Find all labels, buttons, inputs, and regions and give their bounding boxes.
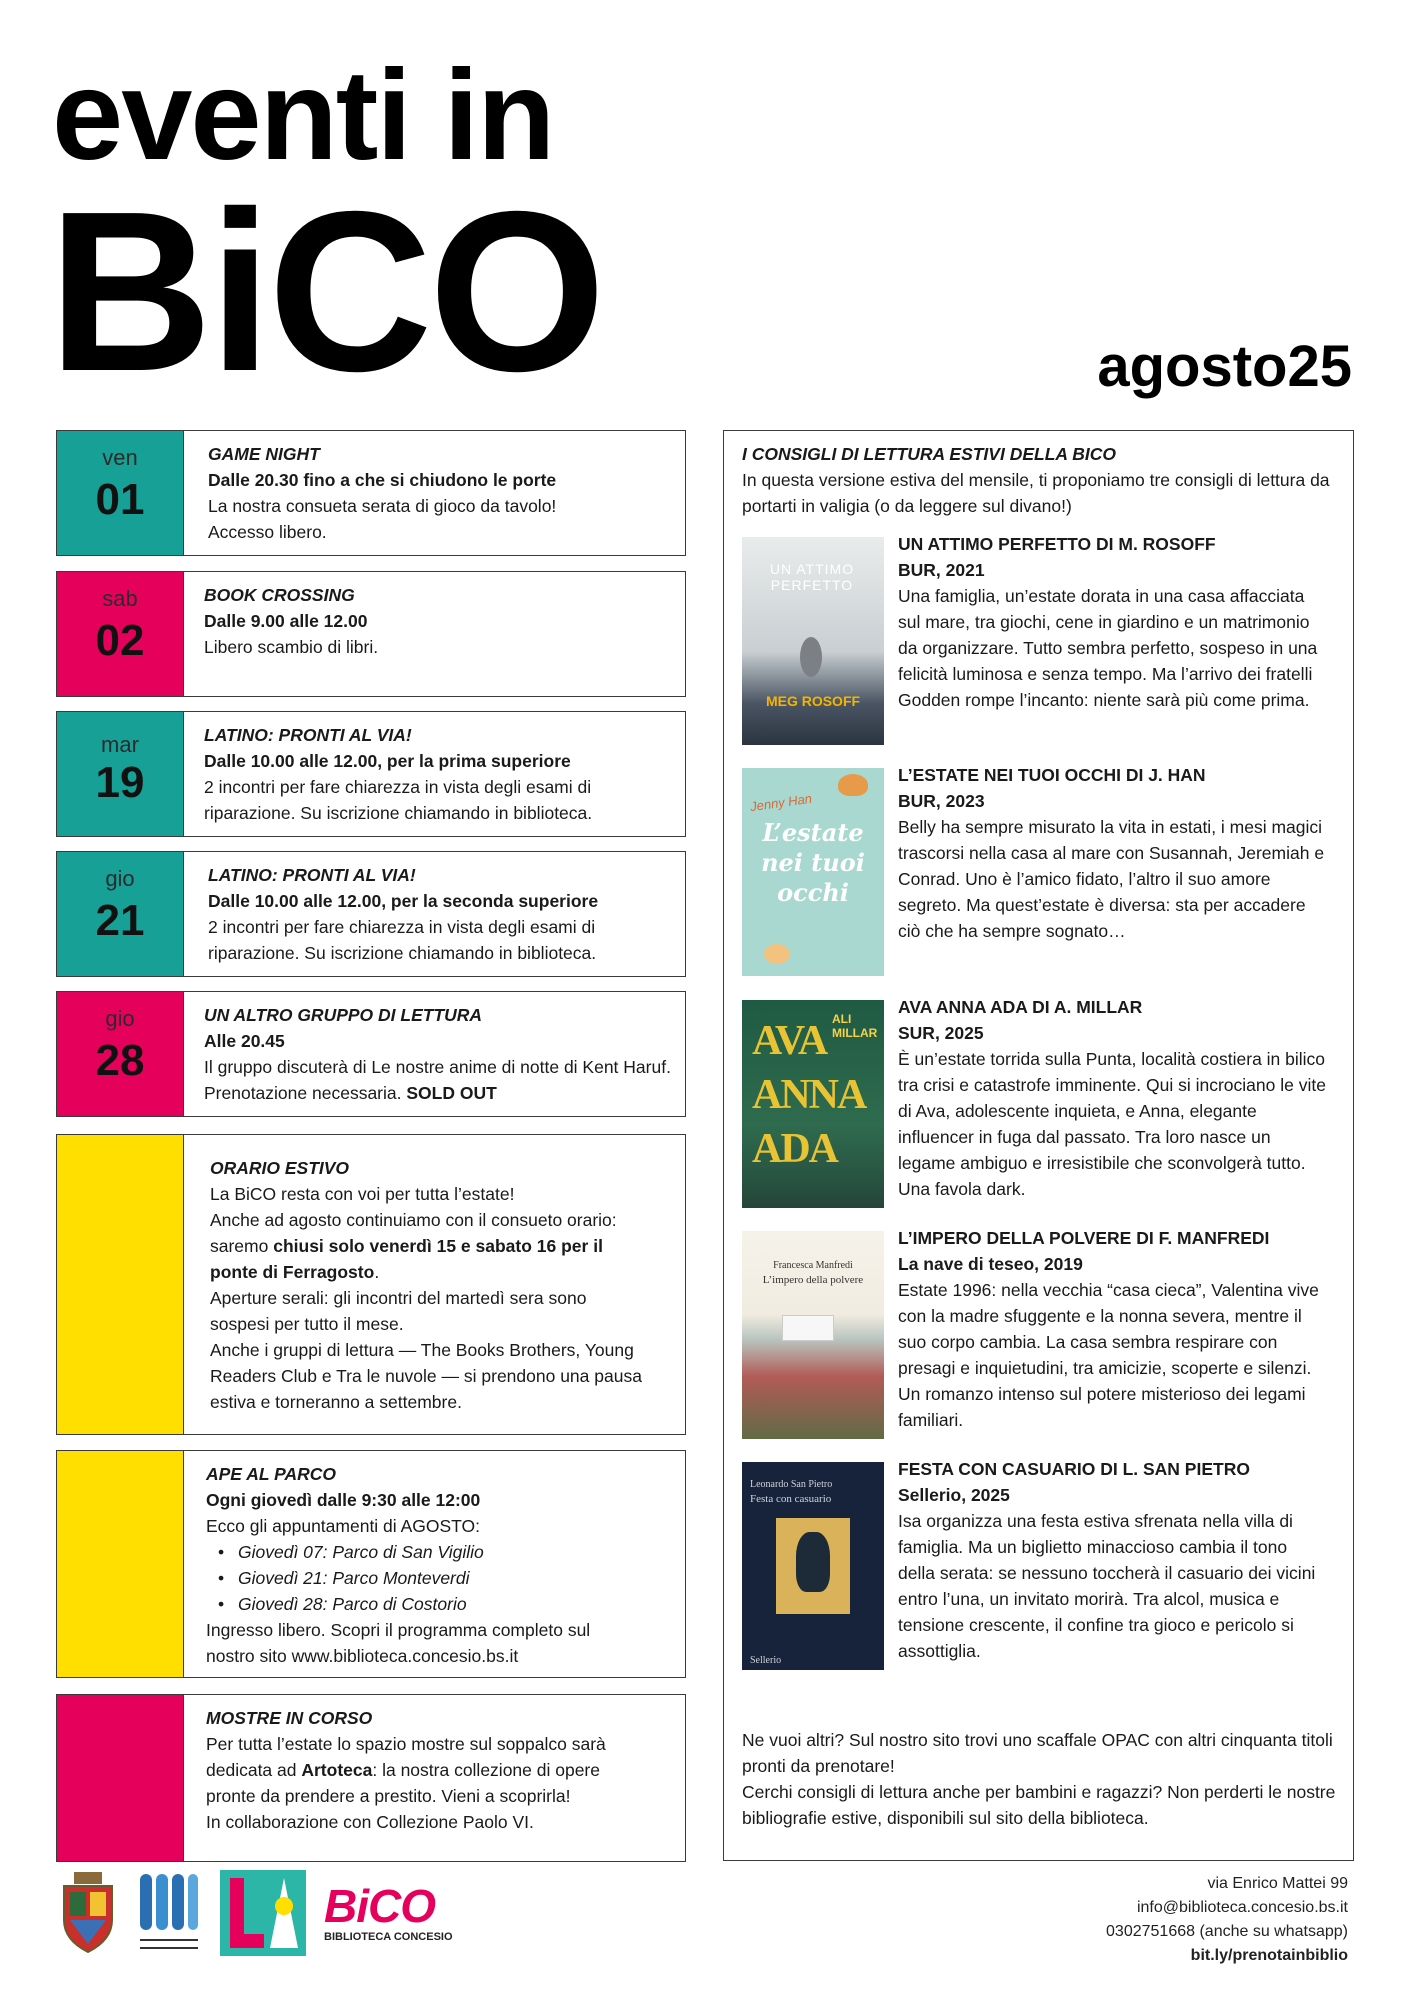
event-description: 2 incontri per fare chiarezza in vista degli esami di riparazione. Su iscrizione chiamando in biblioteca. <box>204 777 593 823</box>
event-date-box <box>57 712 183 836</box>
orario-p1: La BiCO resta con voi per tutta l’estate! <box>210 1184 515 1204</box>
shell-decoration <box>838 774 868 796</box>
event-hours: Dalle 10.00 alle 12.00, per la prima superiore <box>204 751 571 771</box>
cover-author: MEG ROSOFF <box>765 693 861 709</box>
event-date-box <box>57 572 183 696</box>
cover-title: L’impero della polvere <box>762 1274 864 1286</box>
outro-kids: Cerchi consigli di lettura anche per bambini e ragazzi? Non perderti le nostre bibliografie estive, disponibili sul sito della biblioteca. <box>742 1782 1336 1828</box>
book-description: Una famiglia, un’estate dorata in una casa affacciata sul mare, tra giochi, cene in giardino e un matrimonio da organizzare. Tutto sembra perfetto, sospeso in una felicità luminosa e senza tempo. Ma l’arrivo dei fratelli Godden rompe l’incanto: niente sarà più come prima. <box>898 586 1318 710</box>
orario-p2-text: Anche ad agosto continuiamo con il consueto orario: saremo <box>210 1210 617 1256</box>
booking-link[interactable]: bit.ly/prenotainbiblio <box>1190 1947 1348 1964</box>
book-entry <box>742 531 1338 745</box>
event-date-box <box>57 992 183 1116</box>
ape-title: APE AL PARCO <box>206 1464 336 1484</box>
drive-in-screen <box>782 1315 834 1341</box>
event-card-21 <box>56 851 686 977</box>
book-entry <box>742 994 1338 1208</box>
bico-logo <box>324 1880 453 1943</box>
orario-estivo-card <box>56 1134 686 1435</box>
orario-body <box>183 1135 685 1434</box>
orario-p4: Anche i gruppi di lettura — The Books Brothers, Young Readers Club e Tra le nuvole — si prendono una pausa estiva e torneranno a settembre. <box>210 1340 642 1412</box>
ape-dates-list <box>206 1539 671 1617</box>
event-body <box>183 852 685 976</box>
book-title: AVA ANNA ADA DI A. MILLAR <box>898 997 1143 1017</box>
cover-title: Festa con casuario <box>750 1493 832 1505</box>
mostre-p1-end: : la nostra collezione di opere pronte da prendere a prestito. Vieni a scoprirla! <box>206 1760 600 1806</box>
event-hours: Dalle 10.00 alle 12.00, per la seconda superiore <box>208 891 599 911</box>
reading-tips-outro <box>742 1727 1338 1831</box>
list-item: • Giovedì 28: Parco di Costorio <box>230 1591 671 1617</box>
color-block <box>57 1135 183 1434</box>
book-title: UN ATTIMO PERFETTO DI M. ROSOFF <box>898 534 1216 554</box>
book-publisher: BUR, 2021 <box>898 560 985 580</box>
orario-p3: Aperture serali: gli incontri del martedì sera sono sospesi per tutto il mese. <box>210 1288 587 1334</box>
event-day: 02 <box>95 616 145 665</box>
book-entry <box>742 762 1338 976</box>
book-description: Belly ha sempre misurato la vita in estati, i mesi magici trascorsi nella casa al mare con Susannah, Jeremiah e Conrad. Uno è l’amico fidato, l’altro il suo amore segreto. Ma quest’estate è diversa: sta per accadere ciò che ha sempre sognato… <box>898 817 1325 941</box>
mostre-p1-text: Per tutta l’estate lo spazio mostre sul soppalco sarà dedicata ad <box>206 1734 606 1780</box>
event-card-01 <box>56 430 686 556</box>
book-entry <box>742 1225 1338 1439</box>
event-weekday: gio <box>105 1006 135 1031</box>
book-entry <box>742 1456 1338 1670</box>
book-info <box>898 994 1328 1208</box>
event-description: La nostra consueta serata di gioco da tavolo! Accesso libero. <box>208 496 557 542</box>
event-title: LATINO: PRONTI AL VIA! <box>204 725 412 745</box>
event-title: UN ALTRO GRUPPO DI LETTURA <box>204 1005 483 1025</box>
book-cover <box>742 537 884 745</box>
cover-title: UN ATTIMO PERFETTO <box>769 561 855 593</box>
book-publisher: SUR, 2025 <box>898 1023 984 1043</box>
ape-outro: Ingresso libero. Scopri il programma completo sul nostro sito www.biblioteca.concesio.bs.it <box>206 1620 591 1666</box>
cover-author: Francesca Manfredi <box>773 1260 853 1271</box>
ape-hours: Ogni giovedì dalle 9:30 alle 12:00 <box>206 1490 481 1510</box>
book-info <box>898 1225 1328 1439</box>
ape-intro: Ecco gli appuntamenti di AGOSTO: <box>206 1516 480 1536</box>
event-hours: Dalle 9.00 alle 12.00 <box>204 611 368 631</box>
book-title: L’ESTATE NEI TUOI OCCHI DI J. HAN <box>898 765 1206 785</box>
ape-al-parco-card <box>56 1450 686 1678</box>
event-hours: Dalle 20.30 fino a che si chiudono le porte <box>208 470 557 490</box>
bico-logo-text: BiCO <box>324 1880 435 1932</box>
diver-figure <box>800 637 822 677</box>
artoteca-name: Artoteca <box>301 1760 373 1780</box>
orario-p2-end: . <box>374 1262 380 1282</box>
contact-block <box>1106 1872 1348 1968</box>
color-block <box>57 1695 183 1861</box>
cover-title: AVA ANNA ADA <box>752 1018 864 1172</box>
event-weekday: ven <box>102 445 138 470</box>
event-body <box>183 572 685 696</box>
event-card-02 <box>56 571 686 697</box>
event-description <box>204 1054 674 1106</box>
mostre-p2: In collaborazione con Collezione Paolo VI. <box>206 1812 534 1832</box>
header-month: agosto25 <box>1097 334 1352 399</box>
orario-p2 <box>210 1207 650 1285</box>
cassowary-icon <box>796 1532 830 1592</box>
cover-author: ALI MILLAR <box>832 1012 878 1040</box>
phone: 0302751668 (anche su whatsapp) <box>1106 1923 1348 1940</box>
event-day: 19 <box>95 758 145 807</box>
event-card-28 <box>56 991 686 1117</box>
rete-bibliotecaria-logo-icon <box>136 1870 202 1956</box>
mostre-title: MOSTRE IN CORSO <box>206 1708 373 1728</box>
footer-logos <box>58 1870 453 1956</box>
cover-author: Leonardo San Pietro <box>750 1479 833 1490</box>
color-block <box>57 1451 183 1677</box>
event-title: GAME NIGHT <box>208 444 320 464</box>
book-cover <box>742 768 884 976</box>
event-title: LATINO: PRONTI AL VIA! <box>208 865 416 885</box>
event-date-box <box>57 852 183 976</box>
book-description: Estate 1996: nella vecchia “casa cieca”, Valentina vive con la madre sfuggente e la nonna severa, mentre il suo corpo cambia. La casa sembra respirare con presagi e inquietudini, tra amicizie, scoperte e silenzi. Un romanzo intenso sul potere misterioso dei legami familiari. <box>898 1280 1319 1430</box>
event-day: 01 <box>95 475 145 524</box>
reading-tips-title: I CONSIGLI DI LETTURA ESTIVI DELLA BICO <box>742 444 1116 464</box>
event-description-text: Il gruppo discuterà di Le nostre anime di notte di Kent Haruf. Prenotazione necessaria. <box>204 1057 671 1103</box>
orario-closed-days: chiusi solo venerdì 15 e sabato 16 per il ponte di Ferragosto <box>210 1236 603 1282</box>
book-publisher: La nave di teseo, 2019 <box>898 1254 1083 1274</box>
book-cover <box>742 1462 884 1670</box>
book-cover <box>742 1231 884 1439</box>
book-title: FESTA CON CASUARIO DI L. SAN PIETRO <box>898 1459 1250 1479</box>
event-day: 21 <box>95 896 145 945</box>
mostre-p1 <box>206 1731 646 1809</box>
reading-tips-intro: In questa versione estiva del mensile, ti proponiamo tre consigli di lettura da portarti in valigia (o da leggere sul divano!) <box>742 470 1330 516</box>
mostre-card <box>56 1694 686 1862</box>
bico-logo-subtitle: BIBLIOTECA CONCESIO <box>324 1931 453 1943</box>
book-publisher: Sellerio, 2025 <box>898 1485 1010 1505</box>
header-line1: eventi in <box>52 44 554 187</box>
book-title: L’IMPERO DELLA POLVERE DI F. MANFREDI <box>898 1228 1270 1248</box>
event-hours: Alle 20.45 <box>204 1031 285 1051</box>
event-weekday: gio <box>105 866 135 891</box>
event-weekday: sab <box>102 586 138 611</box>
cover-author: Jenny Han <box>749 790 813 815</box>
ape-body <box>183 1451 685 1677</box>
orario-title: ORARIO ESTIVO <box>210 1158 350 1178</box>
header-title: BiCO <box>48 165 602 419</box>
concesio-coat-of-arms-icon <box>58 1870 118 1956</box>
reading-tips-panel <box>723 430 1354 1861</box>
email-link[interactable]: info@biblioteca.concesio.bs.it <box>1136 1899 1348 1916</box>
outro-opac: Ne vuoi altri? Sul nostro sito trovi uno scaffale OPAC con altri cinquanta titoli pronti da prenotare! <box>742 1730 1333 1776</box>
book-description: Isa organizza una festa estiva sfrenata nella villa di famiglia. Ma un biglietto minaccioso cambia il tono della serata: se nessuno toccherà il casuario dei vicini entro l’una, un invitato morirà. Tra alcol, musica e tensione crescente, il confine tra gioco e pericolo si assottiglia. <box>898 1511 1316 1661</box>
list-item: • Giovedì 07: Parco di San Vigilio <box>230 1539 671 1565</box>
event-body <box>183 992 688 1116</box>
book-description: È un’estate torrida sulla Punta, località costiera in bilico tra crisi e catastrofe imminente. Qui si incrociano le vite di Ava, adolescente inquieta, e Anna, elegante influencer in fuga dal passato. Tra loro nasce un legame ambiguo e irresistibile che sconvolgerà tutto. Una favola dark. <box>898 1049 1326 1199</box>
book-publisher: BUR, 2023 <box>898 791 985 811</box>
book-cover <box>742 1000 884 1208</box>
book-info <box>898 1456 1328 1670</box>
event-card-19 <box>56 711 686 837</box>
event-day: 28 <box>95 1036 145 1085</box>
cover-publisher: Sellerio <box>750 1655 782 1666</box>
book-info <box>898 762 1328 976</box>
event-weekday: mar <box>101 732 139 757</box>
book-info <box>898 531 1318 745</box>
list-item: • Giovedì 21: Parco Monteverdi <box>230 1565 671 1591</box>
event-description: Libero scambio di libri. <box>204 637 379 657</box>
shell-decoration <box>764 944 790 964</box>
la-logo-icon <box>220 1870 306 1956</box>
sold-out-badge: SOLD OUT <box>406 1083 497 1103</box>
event-body <box>183 712 685 836</box>
event-description: 2 incontri per fare chiarezza in vista degli esami di riparazione. Su iscrizione chiamando in biblioteca. <box>208 917 597 963</box>
address: via Enrico Mattei 99 <box>1207 1875 1348 1892</box>
event-title: BOOK CROSSING <box>204 585 355 605</box>
event-date-box <box>57 431 183 555</box>
cover-title: L’estate nei tuoi occhi <box>761 818 865 907</box>
mostre-body <box>183 1695 685 1861</box>
event-body <box>183 431 685 555</box>
